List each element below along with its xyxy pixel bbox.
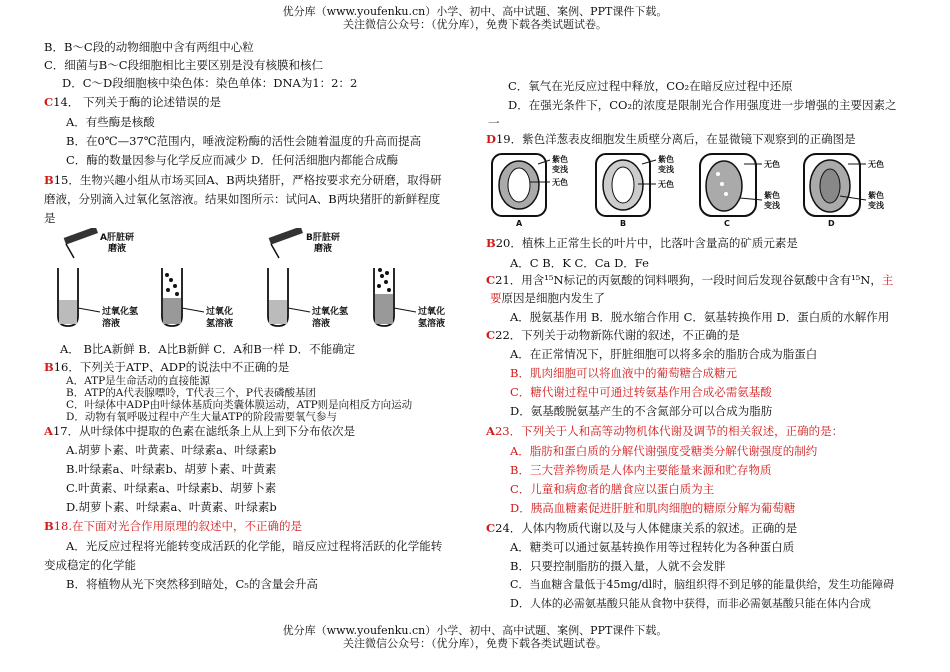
question-text: 17．从叶绿体中提取的色素在滤纸条上从上到下分布依次是 <box>52 424 356 438</box>
label-a-liver-1: A肝脏研 <box>100 233 134 243</box>
question-text: 24．人体内物质代谢以及与人体健康关系的叙述。正确的是 <box>495 521 798 535</box>
option-d-line: D．C～D段细胞核中染色体：染色单体：DNA为1：2：2 <box>62 76 358 90</box>
question-16 <box>44 360 289 374</box>
q23-option-a: A．脂肪和蛋白质的分解代谢强度受糖类分解代谢强度的制约 <box>510 444 818 458</box>
q17-option-b: B.叶绿素a、叶绿素b、胡萝卜素、叶黄素 <box>66 462 277 476</box>
label-d: D <box>828 219 835 228</box>
label-b-lighter: 变浅 <box>658 165 674 174</box>
q18-option-c: C．氧气在光反应过程中释放，CO₂在暗反应过程中还原 <box>508 79 793 93</box>
answer-mark: B <box>44 519 54 533</box>
test-tube <box>374 268 394 326</box>
q21-line-2 <box>490 291 605 305</box>
q14-option-b: B．在0℃—37℃范围内，唾液淀粉酶的活性会随着温度的升高而提高 <box>66 134 422 148</box>
q18-option-d: D．在强光条件下，CO₂的浓度是限制光合作用强度进一步增强的主要因素之 <box>508 98 897 112</box>
q22-option-a: A．在正常情况下，肝脏细胞可以将多余的脂肪合成为脂蛋白 <box>510 347 818 361</box>
question-18 <box>44 519 302 533</box>
q22-option-b: B．肌肉细胞可以将血液中的葡萄糖合成糖元 <box>510 366 737 380</box>
q17-option-a: A.胡萝卜素、叶黄素、叶绿素a、叶绿素b <box>66 443 277 457</box>
test-tube-figure <box>44 228 464 330</box>
q18-option-a: A．光反应过程将光能转变成活跃的化学能，暗反应过程将活跃的化学能转 <box>66 539 443 553</box>
question-text-red: 要 <box>490 291 502 305</box>
label-a-purple: 紫色 <box>552 155 568 164</box>
answer-mark: C <box>486 521 496 535</box>
question-text: 原因是细胞内发生了 <box>501 291 605 305</box>
q17-option-c: C.叶黄素、叶绿素a、叶绿素b、胡萝卜素 <box>66 481 277 495</box>
label-c-colorless: 无色 <box>764 160 780 169</box>
label-d-lighter: 变浅 <box>868 201 884 210</box>
dropper-icon <box>64 228 98 258</box>
question-text: 14． 下列关于酶的论述错误的是 <box>53 95 221 109</box>
question-text: 21．用含¹⁵N标记的丙氨酸的饲料喂狗，一段时间后发现谷氨酸中含有¹⁵N， <box>495 273 882 287</box>
answer-mark: C <box>44 95 54 109</box>
q15-line-2: 磨液，分别滴入过氧化氢溶液。结果如图所示：试问A、B两块猪肝的新鲜程度 <box>44 192 441 206</box>
dropper-icon <box>269 228 303 258</box>
question-19 <box>486 132 856 146</box>
answer-mark: B <box>44 360 54 374</box>
cell-diagram-c <box>700 154 756 216</box>
cell-diagram-d <box>804 154 860 216</box>
q23-option-c: C．儿童和病愈者的膳食应以蛋白质为主 <box>510 482 715 496</box>
q23-option-d: D．胰高血糖素促进肝脏和肌肉细胞的糖原分解为葡萄糖 <box>510 501 796 515</box>
label-a-colorless: 无色 <box>552 178 568 187</box>
cell-diagram-a <box>492 154 546 216</box>
label-b-liver-2: 磨液 <box>314 244 333 254</box>
q20-options: A．C B．K C．Ca D．Fe <box>510 256 649 270</box>
answer-mark: B <box>44 173 54 187</box>
question-text: 18.在下面对光合作用原理的叙述中，不正确的是 <box>53 519 303 533</box>
question-text: 15．生物兴趣小组从市场买回A、B两块猪肝，严格按要求充分研磨，取得研 <box>53 173 442 187</box>
q16-option-b: B．ATP的A代表腺嘌呤，T代表三个，P代表磷酸基团 <box>66 387 316 399</box>
q23-option-b: B．三大营养物质是人体内主要能量来源和贮存物质 <box>510 463 772 477</box>
answer-mark: D <box>486 132 496 146</box>
label-a-lighter: 变浅 <box>552 165 568 174</box>
question-text: 23．下列关于人和高等动物机体代谢及调节的相关叙述，正确的是： <box>494 424 844 438</box>
footer-line-2: 关注微信公众号：（优分库），免费下载各类试题试卷。 <box>343 637 607 650</box>
q16-option-d: D．动物有氧呼吸过程中产生大量ATP的阶段需要氧气参与 <box>66 411 337 423</box>
question-22 <box>486 328 740 342</box>
q22-option-c: C．糖代谢过程中可通过转氨基作用合成必需氨基酸 <box>510 385 772 399</box>
test-tube <box>268 268 288 326</box>
q24-option-c: C．当血糖含量低于45mg/dl时，脑组织得不到足够的能量供给，发生功能障碍 <box>510 578 895 591</box>
onion-cell-figure <box>486 150 896 228</box>
label-b-colorless: 无色 <box>658 180 674 189</box>
q15-options: A． B比A新鲜 B．A比B新鲜 C．A和B一样 D．不能确定 <box>60 342 356 356</box>
question-text: 19．紫色洋葱表皮细胞发生质壁分离后，在显微镜下观察到的正确图是 <box>495 132 856 146</box>
label-a-liver-2: 磨液 <box>108 244 127 254</box>
header-line-2: 关注微信公众号：（优分库），免费下载各类试题试卷。 <box>343 18 607 31</box>
label-d-colorless: 无色 <box>868 160 884 169</box>
q21-options: A．脱氨基作用 B．脱水缩合作用 C．氨基转换作用 D．蛋白质的水解作用 <box>510 310 890 324</box>
answer-mark: B <box>486 236 496 250</box>
label-c-purple: 紫色 <box>764 191 780 200</box>
header-line-1: 优分库（www.youfenku.cn）小学、初中、高中试题、案例、PPT课件下载。 <box>282 5 668 18</box>
label-b-liver-1: B肝脏研 <box>306 233 340 243</box>
question-17 <box>44 424 355 438</box>
q24-option-a: A．糖类可以通过氨基转换作用等过程转化为各种蛋白质 <box>510 540 795 554</box>
q14-option-cd: C．酶的数量因参与化学反应而减少 D．任何活细胞内都能合成酶 <box>66 153 399 167</box>
label-h2o2-3a: 过氧化氢 <box>312 307 349 317</box>
q18-option-b: B．将植物从光下突然移到暗处，C₅的含量会升高 <box>66 577 318 591</box>
label-b: B <box>620 219 627 228</box>
test-tube <box>58 268 78 326</box>
option-c-line: C．细菌与B～C段细胞相比主要区别是没有核膜和核仁 <box>44 58 324 72</box>
q15-line-3: 是 <box>44 211 56 225</box>
question-text: 16．下列关于ATP、ADP的说法中不正确的是 <box>53 360 290 374</box>
label-b-purple: 紫色 <box>658 155 674 164</box>
question-15 <box>44 173 442 187</box>
footer-line-1: 优分库（www.youfenku.cn）小学、初中、高中试题、案例、PPT课件下载。 <box>282 624 668 637</box>
label-d-purple: 紫色 <box>868 191 884 200</box>
label-h2o2-2a: 过氧化 <box>206 307 234 317</box>
label-c-lighter: 变浅 <box>764 201 780 210</box>
option-b-line: B．B～C段的动物细胞中含有两组中心粒 <box>44 40 254 54</box>
q17-option-d: D.胡萝卜素、叶绿素a、叶黄素、叶绿素b <box>66 500 277 514</box>
cell-diagram-b <box>596 154 650 216</box>
question-21 <box>486 273 893 287</box>
q24-option-d: D．人体的必需氨基酸只能从食物中获得，而非必需氨基酸只能在体内合成 <box>510 597 871 610</box>
answer-mark: C <box>486 273 496 287</box>
label-h2o2-1a: 过氧化氢 <box>102 307 139 317</box>
test-tube <box>162 268 182 326</box>
q18-option-a-cont: 变成稳定的化学能 <box>44 558 136 572</box>
question-14 <box>44 95 221 109</box>
question-text: 22．下列关于动物新陈代谢的叙述，不正确的是 <box>495 328 740 342</box>
question-text-red: 主 <box>881 273 894 287</box>
q22-option-d: D．氨基酸脱氨基产生的不含氮部分可以合成为脂肪 <box>510 404 773 418</box>
question-text: 20．植株上正常生长的叶片中，比落叶含量高的矿质元素是 <box>495 236 798 250</box>
answer-mark: A <box>486 424 495 438</box>
answer-mark: C <box>486 328 496 342</box>
label-a: A <box>516 219 523 228</box>
q16-option-a: A．ATP是生命活动的直接能源 <box>66 375 211 387</box>
label-h2o2-4a: 过氧化 <box>418 307 446 317</box>
label-h2o2-2b: 氢溶液 <box>206 319 234 329</box>
q14-option-a: A．有些酶是核酸 <box>66 115 155 129</box>
answer-mark: A <box>44 424 53 438</box>
label-h2o2-1b: 溶液 <box>102 319 121 329</box>
question-23 <box>486 424 843 438</box>
label-h2o2-4b: 氢溶液 <box>418 319 446 329</box>
q18-option-d-cont: 一 <box>488 116 500 130</box>
label-c: C <box>724 219 730 228</box>
question-24 <box>486 521 797 535</box>
question-20 <box>486 236 798 250</box>
label-h2o2-3b: 溶液 <box>312 319 331 329</box>
q16-option-c: C．叶绿体中ADP由叶绿体基质向类囊体膜运动，ATP则是向相反方向运动 <box>66 399 413 411</box>
q24-option-b: B．只要控制脂肪的摄入量，人就不会发胖 <box>510 559 726 573</box>
